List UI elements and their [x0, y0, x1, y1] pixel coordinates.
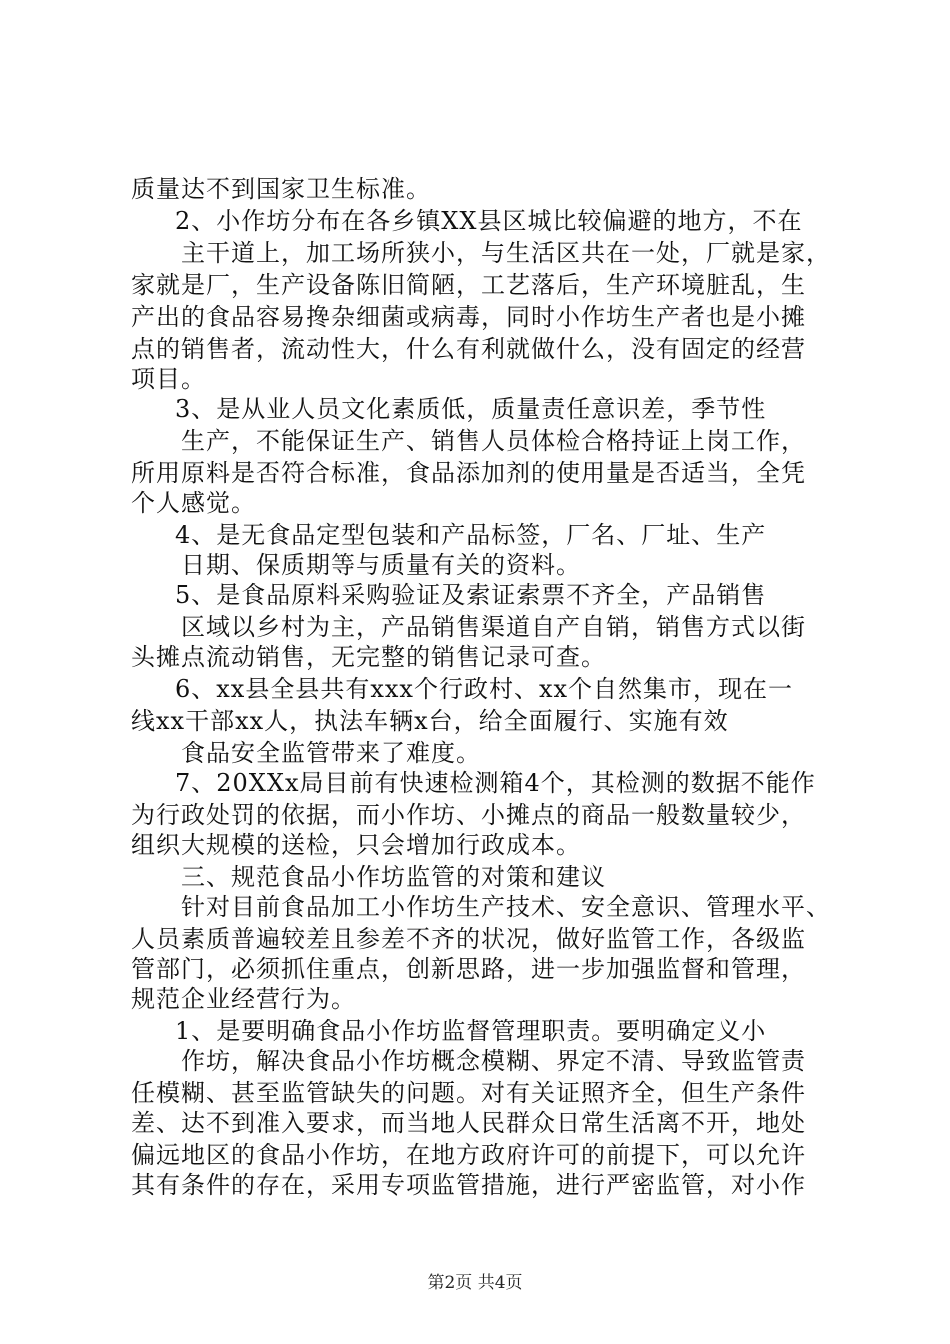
text-line: 5、是食品原料采购验证及索证索票不齐全，产品销售 — [175, 581, 767, 609]
text-line: 6、xx县全县共有xxx个行政村、xx个自然集市，现在一 — [175, 675, 794, 703]
text-line: 家就是厂，生产设备陈旧简陋，工艺落后，生产环境脏乱，生 — [131, 271, 806, 299]
text-line: 1、是要明确食品小作坊监督管理职责。要明确定义小 — [175, 1017, 767, 1045]
text-line: 项目。 — [131, 365, 206, 393]
text-line: 所用原料是否符合标准，食品添加剂的使用量是否适当，全凭 — [131, 459, 806, 487]
section-heading: 三、规范食品小作坊监管的对策和建议 — [181, 863, 606, 891]
text-line: 质量达不到国家卫生标准。 — [131, 175, 431, 203]
text-line: 偏远地区的食品小作坊，在地方政府许可的前提下，可以允许 — [131, 1141, 806, 1169]
text-line: 管部门，必须抓住重点，创新思路，进一步加强监督和管理， — [131, 955, 806, 983]
text-line: 规范企业经营行为。 — [131, 985, 356, 1013]
text-line: 差、达不到准入要求，而当地人民群众日常生活离不开，地处 — [131, 1109, 806, 1137]
text-line: 线xx干部xx人，执法车辆x台，给全面履行、实施有效 — [131, 707, 729, 735]
text-line: 点的销售者，流动性大，什么有利就做什么，没有固定的经营 — [131, 335, 806, 363]
text-line: 7、20XXx局目前有快速检测箱4个，其检测的数据不能作 — [175, 769, 816, 797]
text-line: 主干道上，加工场所狭小，与生活区共在一处，厂就是家， — [181, 239, 831, 267]
text-line: 组织大规模的送检，只会增加行政成本。 — [131, 831, 581, 859]
text-line: 4、是无食品定型包装和产品标签，厂名、厂址、生产 — [175, 521, 767, 549]
text-line: 针对目前食品加工小作坊生产技术、安全意识、管理水平、 — [181, 893, 831, 921]
page-footer: 第2页 共4页 — [427, 1273, 523, 1293]
text-line: 为行政处罚的依据，而小作坊、小摊点的商品一般数量较少， — [131, 801, 806, 829]
text-line: 人员素质普遍较差且参差不齐的状况，做好监管工作，各级监 — [131, 925, 806, 953]
text-line: 其有条件的存在，采用专项监管措施，进行严密监管，对小作 — [131, 1171, 806, 1199]
text-line: 个人感觉。 — [131, 489, 256, 517]
text-line: 区域以乡村为主，产品销售渠道自产自销，销售方式以街 — [181, 613, 806, 641]
text-line: 头摊点流动销售，无完整的销售记录可查。 — [131, 643, 606, 671]
text-line: 作坊，解决食品小作坊概念模糊、界定不清、导致监管责 — [181, 1047, 806, 1075]
text-line: 任模糊、甚至监管缺失的问题。对有关证照齐全，但生产条件 — [131, 1079, 806, 1107]
text-line: 生产，不能保证生产、销售人员体检合格持证上岗工作， — [181, 427, 806, 455]
text-line: 3、是从业人员文化素质低，质量责任意识差，季节性 — [175, 395, 767, 423]
text-line: 食品安全监管带来了难度。 — [181, 739, 481, 767]
text-line: 2、小作坊分布在各乡镇XX县区城比较偏避的地方，不在 — [175, 207, 803, 235]
text-line: 产出的食品容易搀杂细菌或病毒，同时小作坊生产者也是小摊 — [131, 303, 806, 331]
text-line: 日期、保质期等与质量有关的资料。 — [181, 551, 581, 579]
